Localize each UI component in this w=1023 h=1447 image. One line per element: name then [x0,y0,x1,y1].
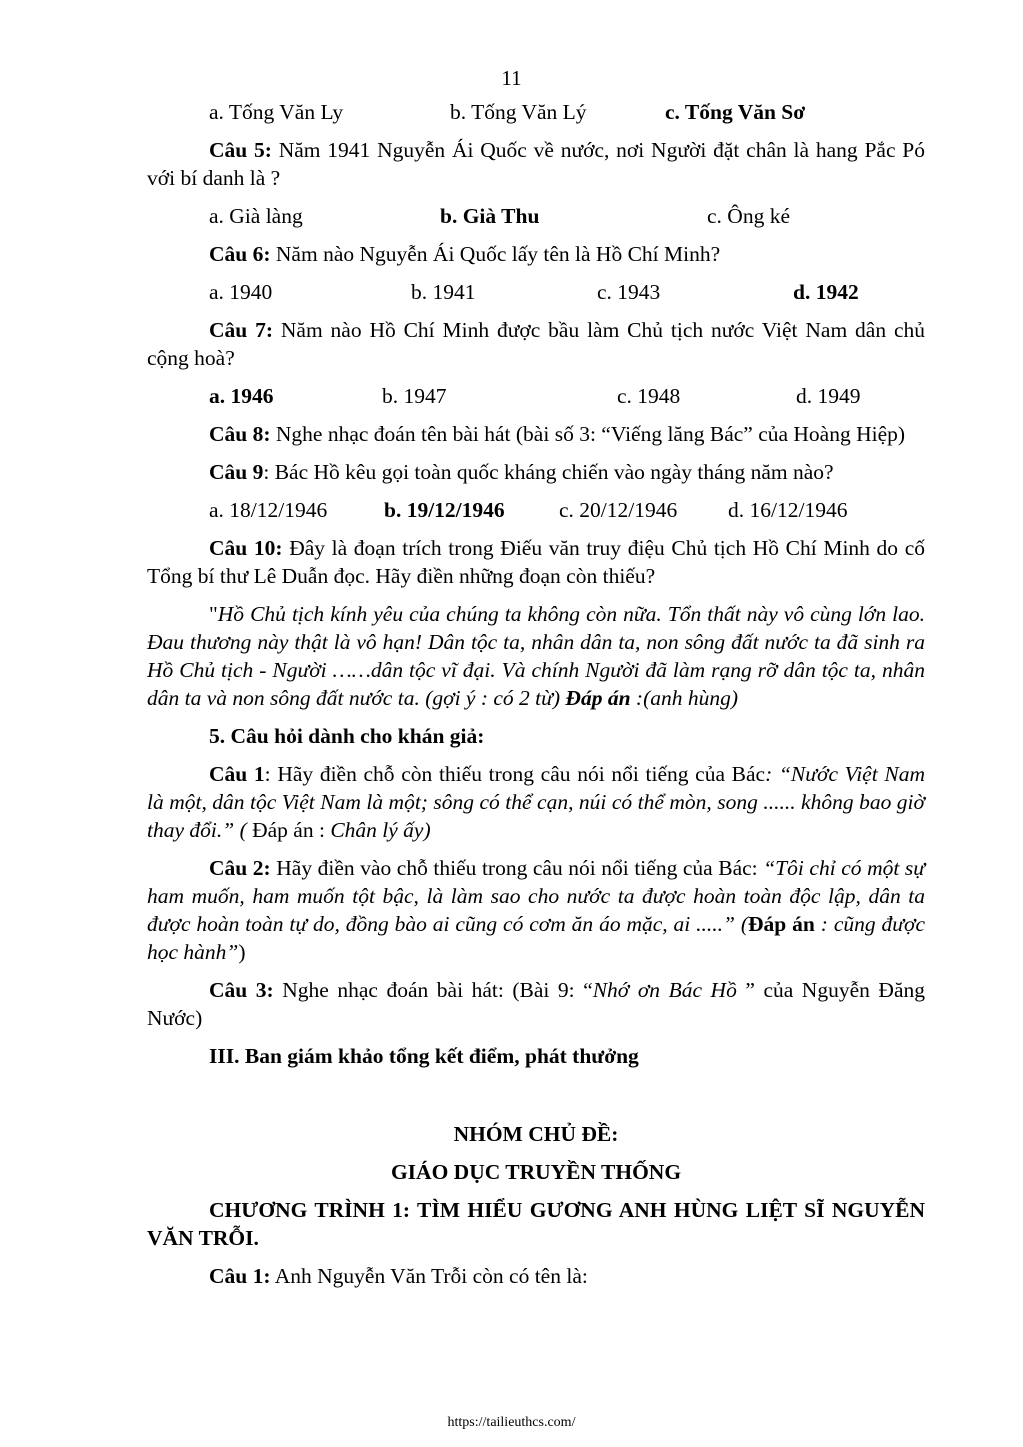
q6-text: Năm nào Nguyễn Ái Quốc lấy tên là Hồ Chí Minh? [270,242,721,266]
aq3-rest: ” của Nguyễn Đăng Nước) [147,978,925,1030]
aq3-text: Nghe nhạc đoán bài hát: (Bài 9: “ [273,978,593,1002]
q9-option-d: d. 16/12/1946 [728,498,848,522]
q10-text: Đây là đoạn trích trong Điếu văn truy điệu Chủ tịch Hồ Chí Minh do cố Tổng bí thư Lê Duẫn đọc. Hãy điền những đoạn còn thiếu? [147,536,925,588]
audience-question-1 [147,760,925,844]
document-body [147,98,925,1300]
question-7 [147,316,925,372]
aq2-answer: : cũng được học hành” [147,912,925,964]
q10-answer: :(anh hùng) [630,686,739,710]
question-6 [147,240,925,268]
q4-option-c: c. Tống Văn Sơ [665,100,806,124]
q7-option-a: a. 1946 [209,384,274,408]
q10-answer-label: Đáp án [565,686,631,710]
audience-question-2 [147,854,925,966]
aq1-label: Câu 1 [209,762,265,786]
group-title: NHÓM CHỦ ĐỀ: [453,1122,619,1146]
q8-label: Câu 8: [209,422,271,446]
aq1-text: : Hãy điền chỗ còn thiếu trong câu nói nổi tiếng của Bác [264,762,766,786]
q9-label: Câu 9 [209,460,264,484]
q5-label: Câu 5: [209,138,272,162]
aq2-label: Câu 2: [209,856,271,880]
q9-option-a: a. 18/12/1946 [209,498,328,522]
q7-option-d: d. 1949 [796,384,861,408]
q5-option-a: a. Già làng [209,204,303,228]
footer-url: https://tailieuthcs.com/ [447,1415,576,1430]
q10-quote-text: Hồ Chủ tịch kính yêu của chúng ta không còn nữa. Tổn thất này vô cùng lớn lao. Đau thương này thật là vô hạn! Dân tộc ta, nhân dân ta, non sông đất nước ta đã sinh ra Hồ Chủ tịch - Người ……dân tộc vĩ đại. Và chính Người đã làm rạng rỡ dân tộc ta, nhân dân ta và non sông đất nước ta. (gợi ý : có 2 từ) [147,602,925,710]
aq2-quote: “Tôi chỉ có một sự ham muốn, ham muốn tột bậc, là làm sao cho nước ta được hoàn toàn độc lập, dân ta được hoàn toàn tự do, đồng bào ai cũng có cơm ăn áo mặc, ai .....” ( [147,856,925,936]
pq1-label: Câu 1: [209,1264,271,1288]
q5-option-b: b. Già Thu [440,204,540,228]
question-8 [147,420,925,448]
q5-options [147,202,925,230]
q6-options [147,278,925,306]
program-title: CHƯƠNG TRÌNH 1: TÌM HIỂU GƯƠNG ANH HÙNG LIỆT SĨ NGUYỄN VĂN TRỖI. [147,1198,925,1250]
q7-options [147,382,925,410]
q9-option-b: b. 19/12/1946 [384,498,505,522]
audience-question-3 [147,976,925,1032]
q10-quote-open: " [209,602,218,626]
aq2-close: ) [238,940,246,964]
q7-label: Câu 7: [209,318,274,342]
q9-options [147,496,925,524]
question-9 [147,458,925,486]
q4-options [147,98,925,126]
pq1-text: Anh Nguyễn Văn Trỗi còn có tên là: [270,1264,588,1288]
aq1-answer-label: Đáp án : [252,818,331,842]
q4-option-a: a. Tống Văn Ly [209,100,344,124]
page-number: 11 [501,66,522,90]
group-subtitle: GIÁO DỤC TRUYỀN THỐNG [390,1160,682,1184]
q6-option-a: a. 1940 [209,280,273,304]
q6-option-d: d. 1942 [793,280,859,304]
aq3-label: Câu 3: [209,978,274,1002]
q4-option-b: b. Tống Văn Lý [450,100,587,124]
q10-quote [147,600,925,712]
section-3-title: III. Ban giám khảo tổng kết điểm, phát thưởng [209,1044,639,1068]
q5-option-c: c. Ông ké [707,204,790,228]
program-question-1 [147,1262,925,1290]
q5-text: Năm 1941 Nguyễn Ái Quốc về nước, nơi Người đặt chân là hang Pắc Pó với bí danh là ? [147,138,925,190]
aq2-text: Hãy điền vào chỗ thiếu trong câu nói nổi tiếng của Bác: [270,856,764,880]
q9-text: : Bác Hồ kêu gọi toàn quốc kháng chiến vào ngày tháng năm nào? [263,460,834,484]
q10-label: Câu 10: [209,536,283,560]
question-5 [147,136,925,192]
aq1-answer: Chân lý ấy) [330,818,431,842]
q7-text: Năm nào Hồ Chí Minh được bầu làm Chủ tịch nước Việt Nam dân chủ cộng hoà? [147,318,925,370]
q6-option-b: b. 1941 [411,280,476,304]
q7-option-b: b. 1947 [382,384,447,408]
aq1-quote: : “Nước Việt Nam là một, dân tộc Việt Nam là một; sông có thể cạn, núi có thể mòn, song ...... không bao giờ thay đổi.” ( [147,762,925,842]
section-5-title: 5. Câu hỏi dành cho khán giả: [209,724,485,748]
question-10 [147,534,925,590]
q9-option-c: c. 20/12/1946 [559,498,678,522]
q7-option-c: c. 1948 [617,384,681,408]
q8-text: Nghe nhạc đoán tên bài hát (bài số 3: “Viếng lăng Bác” của Hoàng Hiệp) [270,422,906,446]
q6-label: Câu 6: [209,242,271,266]
aq2-answer-label: Đáp án [748,912,815,936]
q6-option-c: c. 1943 [597,280,661,304]
aq3-song: Nhớ ơn Bác Hồ [592,978,737,1002]
